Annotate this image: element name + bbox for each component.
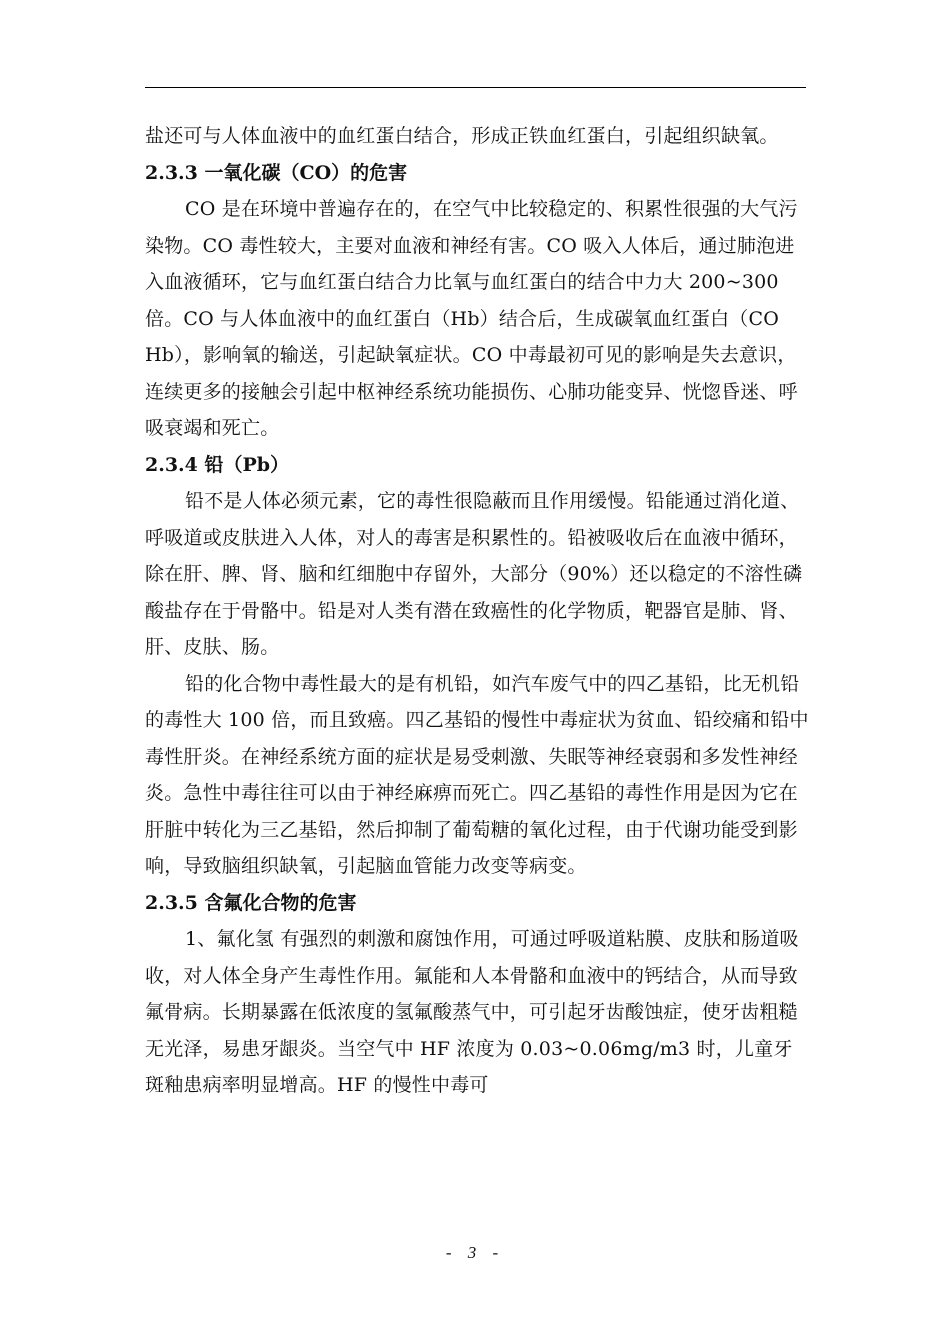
section-heading-2-3-4: 2.3.4 铅（Pb） bbox=[145, 453, 290, 476]
paragraph-pb-1: 铅不是人体必须元素，它的毒性很隐蔽而且作用缓慢。铅能通过消化道、呼吸道或皮肤进入人体，对人的毒害是积累性的。铅被吸收后在血液中循环，除在肝、脾、肾、脑和红细胞中存留外，大部分（90%）还以稳定的不溶性磷酸盐存在于骨骼中。铅是对人类有潜在致癌性的化学物质，靶器官是肺、肾、肝、皮肤、肠。 bbox=[145, 490, 803, 658]
paragraph-hf: 1、氟化氢 有强烈的刺激和腐蚀作用，可通过呼吸道粘膜、皮肤和肠道吸收，对人体全身产生毒性作用。氟能和人本骨骼和血液中的钙结合，从而导致氟骨病。长期暴露在低浓度的氢氟酸蒸气中，可引起牙齿酸蚀症，使牙齿粗糙无光泽，易患牙龈炎。当空气中 HF 浓度为 0.03~0.06mg/m3 时，儿童牙斑釉患病率明显增高。HF 的慢性中毒可 bbox=[145, 928, 799, 1096]
section-heading-2-3-5: 2.3.5 含氟化合物的危害 bbox=[145, 891, 357, 914]
header-rule bbox=[145, 87, 806, 88]
paragraph-pb-2: 铅的化合物中毒性最大的是有机铅，如汽车废气中的四乙基铅，比无机铅的毒性大 100 倍，而且致癌。四乙基铅的慢性中毒症状为贫血、铅绞痛和铅中毒性肝炎。在神经系统方面的症状是易受刺激、失眠等神经衰弱和多发性神经炎。急性中毒往往可以由于神经麻痹而死亡。四乙基铅的毒性作用是因为它在肝脏中转化为三乙基铅，然后抑制了葡萄糖的氧化过程，由于代谢功能受到影响，导致脑组织缺氧，引起脑血管能力改变等病变。 bbox=[145, 672, 809, 877]
paragraph-continued: 盐还可与人体血液中的血红蛋白结合，形成正铁血红蛋白，引起组织缺氧。 bbox=[145, 125, 779, 147]
page-number: - 3 - bbox=[445, 1243, 505, 1262]
section-heading-2-3-3: 2.3.3 一氧化碳（CO）的危害 bbox=[145, 161, 408, 184]
paragraph-co: CO 是在环境中普遍存在的，在空气中比较稳定的、积累性很强的大气污染物。CO 毒性较大，主要对血液和神经有害。CO 吸入人体后，通过肺泡进入血液循环，它与血红蛋白结合力比氧与血红蛋白的结合中力大 200~300 倍。CO 与人体血液中的血红蛋白（Hb）结合后，生成碳氧血红蛋白（CO Hb），影响氧的输送，引起缺氧症状。CO 中毒最初可见的影响是失去意识，连续更多的接触会引起中枢神经系统功能损伤、心肺功能变异、恍惚昏迷、呼吸衰竭和死亡。 bbox=[145, 198, 798, 439]
page-body bbox=[145, 118, 810, 1104]
